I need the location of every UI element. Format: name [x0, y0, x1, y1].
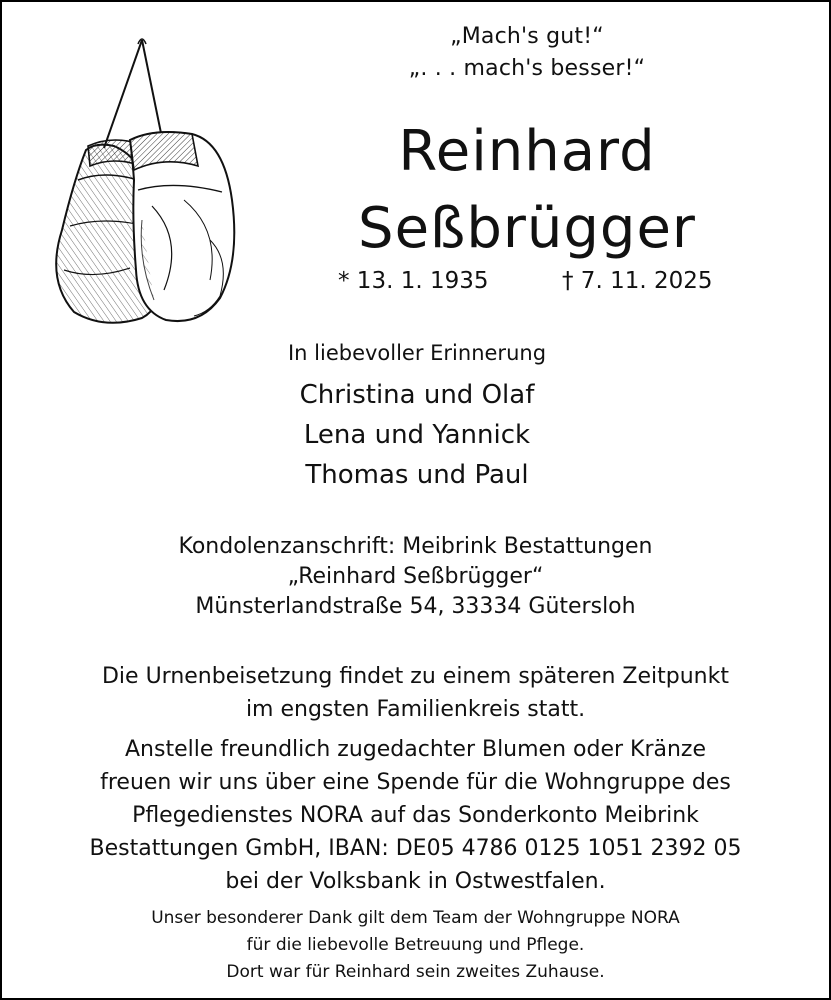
deceased-first-name: Reinhard: [398, 119, 656, 184]
condolence-address-line: „Reinhard Seßbrügger“: [287, 564, 544, 589]
quote-line-1: „Mach's gut!“: [450, 24, 604, 49]
family-member: Thomas und Paul: [305, 460, 529, 490]
thanks-line: Unser besonderer Dank gilt dem Team der Wohngruppe NORA: [151, 908, 680, 928]
death-date: † 7. 11. 2025: [562, 268, 713, 294]
deceased-last-name: Seßbrügger: [358, 196, 696, 261]
boxing-gloves-icon: [34, 30, 244, 330]
thanks-line: Dort war für Reinhard sein zweites Zuhause.: [226, 962, 605, 982]
memorial-intro: In liebevoller Erinnerung: [287, 341, 547, 365]
donation-info-line: freuen wir uns über eine Spende für die Wohngruppe des: [100, 770, 731, 795]
quote-line-2: „. . . mach's besser!“: [408, 56, 646, 81]
donation-info-line: Pflegedienstes NORA auf das Sonderkonto Meibrink: [132, 803, 699, 828]
birth-date: * 13. 1. 1935: [338, 268, 489, 294]
donation-info-line: bei der Volksbank in Ostwestfalen.: [225, 869, 606, 894]
burial-info-line: Die Urnenbeisetzung findet zu einem späteren Zeitpunkt: [101, 664, 729, 689]
condolence-address-line: Kondolenzanschrift: Meibrink Bestattungen: [178, 534, 653, 559]
burial-info-line: im engsten Familienkreis statt.: [245, 697, 586, 722]
family-member: Lena und Yannick: [303, 420, 531, 450]
donation-info-line: Bestattungen GmbH, IBAN: DE05 4786 0125 1051 2392 05: [89, 836, 742, 861]
thanks-line: für die liebevolle Betreuung und Pflege.: [246, 935, 585, 955]
donation-info-line: Anstelle freundlich zugedachter Blumen oder Kränze: [124, 737, 707, 762]
family-member: Christina und Olaf: [299, 380, 535, 410]
condolence-address-line: Münsterlandstraße 54, 33334 Gütersloh: [195, 594, 636, 619]
